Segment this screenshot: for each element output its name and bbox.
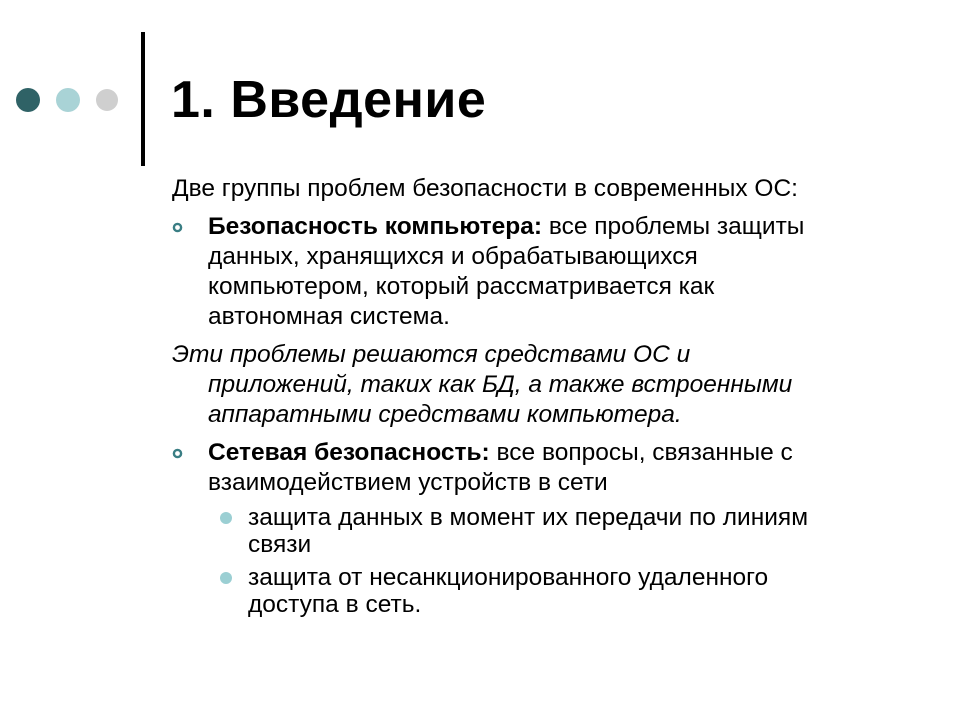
dot-bullet-icon [220,572,232,584]
item-text-line: компьютером, который рассматривается как [208,273,715,300]
item-text-line: данных, хранящихся и обрабатывающихся [208,243,698,270]
item-heading: Сетевая безопасность: [208,439,490,466]
sub-item-line: защита данных в момент их передачи по линиям [248,504,809,531]
note-line: Эти проблемы решаются средствами ОС и [172,341,691,368]
note-line: приложений, таких как БД, а также встроенными [208,371,793,398]
item-text-line: все проблемы защиты [542,213,805,240]
list-item-network-security [172,438,912,498]
sub-item-line: связи [248,531,312,558]
slide-body [172,174,912,618]
slide-title: 1. Введение [171,71,487,129]
item-text-line: взаимодействием устройств в сети [208,469,608,496]
ring-bullet-icon [172,448,183,459]
title-divider [141,32,145,166]
grey-dot-icon [96,89,118,111]
intro-text: Две группы проблем безопасности в современных ОС: [172,175,798,202]
italic-note [172,340,912,430]
sub-item-data-transfer [172,504,912,558]
item-heading: Безопасность компьютера: [208,213,543,240]
item-text-line: все вопросы, связанные с [489,439,793,466]
ring-bullet-icon [172,222,183,233]
dark-dot-icon [16,88,40,112]
item-text-line: автономная система. [208,303,450,330]
sub-item-unauthorized-access [172,564,912,618]
sub-item-line: защита от несанкционированного удаленного [248,564,769,591]
list-item-computer-security [172,212,912,332]
note-line: аппаратными средствами компьютера. [208,401,682,428]
dot-bullet-icon [220,512,232,524]
sub-item-line: доступа в сеть. [248,591,422,618]
teal-dot-icon [56,88,80,112]
